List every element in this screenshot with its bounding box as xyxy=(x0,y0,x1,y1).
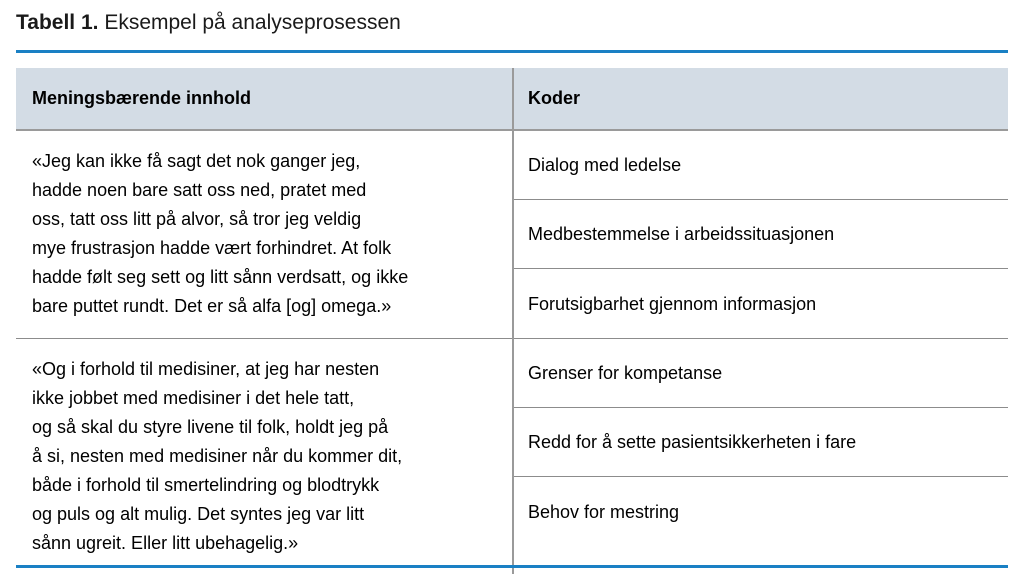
quote-line: hadde noen bare satt oss ned, pratet med xyxy=(32,180,367,200)
table-caption xyxy=(16,8,401,38)
meaning-unit-cell-2 xyxy=(16,339,513,575)
code-item: Dialog med ledelse xyxy=(514,131,1008,200)
quote-line: «Jeg kan ikke få sagt det nok ganger jeg, xyxy=(32,151,361,171)
codes-list xyxy=(514,131,1008,338)
code-item: Redd for å sette pasientsikkerheten i fare xyxy=(514,408,1008,477)
table-header-row xyxy=(16,68,1008,130)
code-item: Behov for mestring xyxy=(528,501,680,522)
table-head xyxy=(16,68,1008,130)
table-caption-label: Tabell 1. xyxy=(16,11,99,34)
meaning-unit-cell-1 xyxy=(16,130,513,339)
table-caption-text: Eksempel på analyseprosessen xyxy=(104,11,401,34)
table-body xyxy=(16,130,1008,574)
quote-line: både i forhold til smertelindring og blodtrykk xyxy=(32,475,380,495)
quote-line: bare puttet rundt. Det er så alfa [og] omega.» xyxy=(32,296,392,316)
quote-line: sånn ugreit. Eller litt ubehagelig.» xyxy=(32,533,299,553)
quote-line: å si, nesten med medisiner når du kommer dit, xyxy=(32,446,403,466)
quote-line: hadde følt seg sett og litt sånn verdsatt, og ikke xyxy=(32,267,409,287)
codes-list xyxy=(514,339,1008,546)
quote-line: og så skal du styre livene til folk, holdt jeg på xyxy=(32,417,389,437)
column-header-codes: Koder xyxy=(513,68,1008,130)
code-item: Forutsigbarhet gjennom informasjon xyxy=(528,293,817,314)
quote-line: «Og i forhold til medisiner, at jeg har nesten xyxy=(32,359,380,379)
codes-cell-1 xyxy=(513,130,1008,339)
table-row xyxy=(16,130,1008,339)
quote-line: oss, tatt oss litt på alvor, så tror jeg veldig xyxy=(32,209,362,229)
top-blue-rule xyxy=(16,50,1008,53)
bottom-blue-rule xyxy=(16,565,1008,568)
code-item: Medbestemmelse i arbeidssituasjonen xyxy=(514,200,1008,269)
column-header-content: Meningsbærende innhold xyxy=(16,68,513,130)
quote-line: ikke jobbet med medisiner i det hele tatt, xyxy=(32,388,355,408)
table-row xyxy=(16,339,1008,575)
analysis-process-table xyxy=(16,68,1008,574)
quote-line: og puls og alt mulig. Det syntes jeg var litt xyxy=(32,504,365,524)
code-item: Grenser for kompetanse xyxy=(514,339,1008,408)
codes-cell-2 xyxy=(513,339,1008,575)
quote-line: mye frustrasjon hadde vært forhindret. At folk xyxy=(32,238,392,258)
